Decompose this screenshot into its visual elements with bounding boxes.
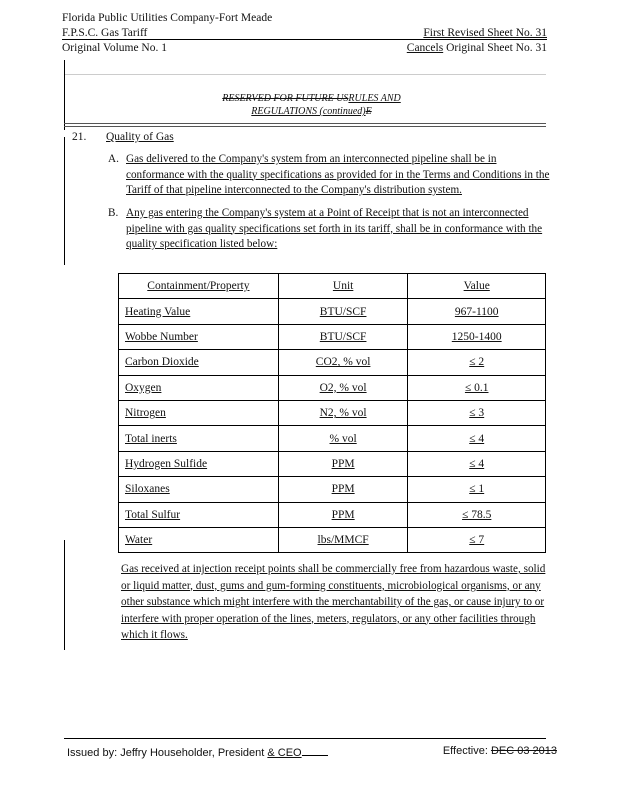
value-cell: ≤ 1 [469,483,485,496]
title-struck-e: E [365,106,372,117]
header-cell: Containment/Property [147,280,250,293]
title-line2: REGULATIONS (continued) [251,106,366,117]
property-cell: Water [125,534,153,547]
effective-date [443,745,557,757]
item-b-text: Any gas entering the Company's system at a Point of Receipt that is not an interconnected pipeline with gas quality specifications set forth in its tariff, shall be in conformance with the quality specification listed below: [126,207,543,250]
company-name: Florida Public Utilities Company-Fort Meade [62,12,273,24]
header-rule [64,74,546,75]
revision-bar [64,137,65,265]
cancels-rest: Original Sheet No. 31 [443,42,547,54]
effective-label: Effective: [442,745,491,757]
closing-paragraph: Gas received at injection receipt points shall be commercially free from hazardous waste, solid or liquid matter, dust, gums and gum-forming constituents, microbiological organisms, or any other substance which might interfere with the merchantability of the gas, or cause injury to or interfere with proper operation of the lines, meters, regulators, or any other facilities through which it flows. [121,563,546,641]
unit-cell: PPM [331,483,355,496]
title-rule [64,123,546,127]
unit-cell: BTU/SCF [319,330,367,343]
table-row [119,400,546,425]
item-a-label: A. [108,153,119,165]
property-cell: Wobbe Number [125,330,198,343]
property-cell: Carbon Dioxide [125,356,199,369]
table-row [119,375,546,400]
volume: Original Volume No. 1 [62,42,167,54]
table-header-row [119,274,546,299]
issued-added: & CEO [267,747,302,759]
table-row [119,299,546,324]
unit-cell: N2, % vol [319,407,367,420]
property-cell: Nitrogen [125,407,166,420]
sheet-number: First Revised Sheet No. 31 [423,27,547,39]
header-cell: Unit [332,280,354,293]
table-row [119,502,546,527]
property-cell: Hydrogen Sulfide [125,457,208,470]
issued-by [67,745,328,759]
value-cell: ≤ 3 [469,407,485,420]
value-cell: ≤ 7 [469,534,485,547]
revision-bar [64,540,65,650]
unit-cell: CO2, % vol [315,356,371,369]
property-cell: Total Sulfur [125,508,181,521]
property-cell: Oxygen [125,381,162,394]
table-row [119,426,546,451]
value-cell: ≤ 0.1 [464,381,489,394]
unit-cell: lbs/MMCF [317,534,369,547]
property-cell: Total inerts [125,432,177,445]
section-number: 21. [72,131,87,143]
value-cell: 1250-1400 [451,330,502,343]
title-line1: RULES AND [348,93,401,104]
value-cell: ≤ 4 [469,457,485,470]
effective-struck: DEC 03 2013 [490,745,557,757]
unit-cell: % vol [329,432,357,445]
table-row [119,350,546,375]
tariff-line [62,26,547,40]
table-row [119,324,546,349]
gas-quality-table [118,273,546,553]
issued-label: Issued by: Jeffry Householder, President [67,747,268,759]
table-row [119,451,546,476]
item-a-text: Gas delivered to the Company's system from an interconnected pipeline shall be in conformance with the quality specifications as provided for in the Terms and Conditions in the Tariff of that pipeline interconnected to the Company's distribution system. [126,153,550,196]
value-cell: ≤ 78.5 [462,508,492,521]
unit-cell: PPM [331,457,355,470]
footer-rule [64,738,546,739]
header-cell: Value [463,280,490,293]
cancels-line [407,41,547,55]
item-b-label: B. [108,207,119,219]
unit-cell: PPM [331,508,355,521]
table-row [119,527,546,552]
property-cell: Siloxanes [125,483,170,496]
property-cell: Heating Value [125,305,191,318]
value-cell: 967-1100 [454,305,499,318]
value-cell: ≤ 2 [469,356,485,369]
section-title [0,92,623,118]
section-heading: Quality of Gas [106,131,174,143]
unit-cell: O2, % vol [319,381,367,394]
title-struck: RESERVED FOR FUTURE US [222,93,349,104]
table-row [119,477,546,502]
unit-cell: BTU/SCF [319,305,367,318]
value-cell: ≤ 4 [469,432,485,445]
signature-blank [302,745,328,756]
tariff-name: F.P.S.C. Gas Tariff [62,27,148,39]
cancels-word: Cancels [406,42,444,54]
